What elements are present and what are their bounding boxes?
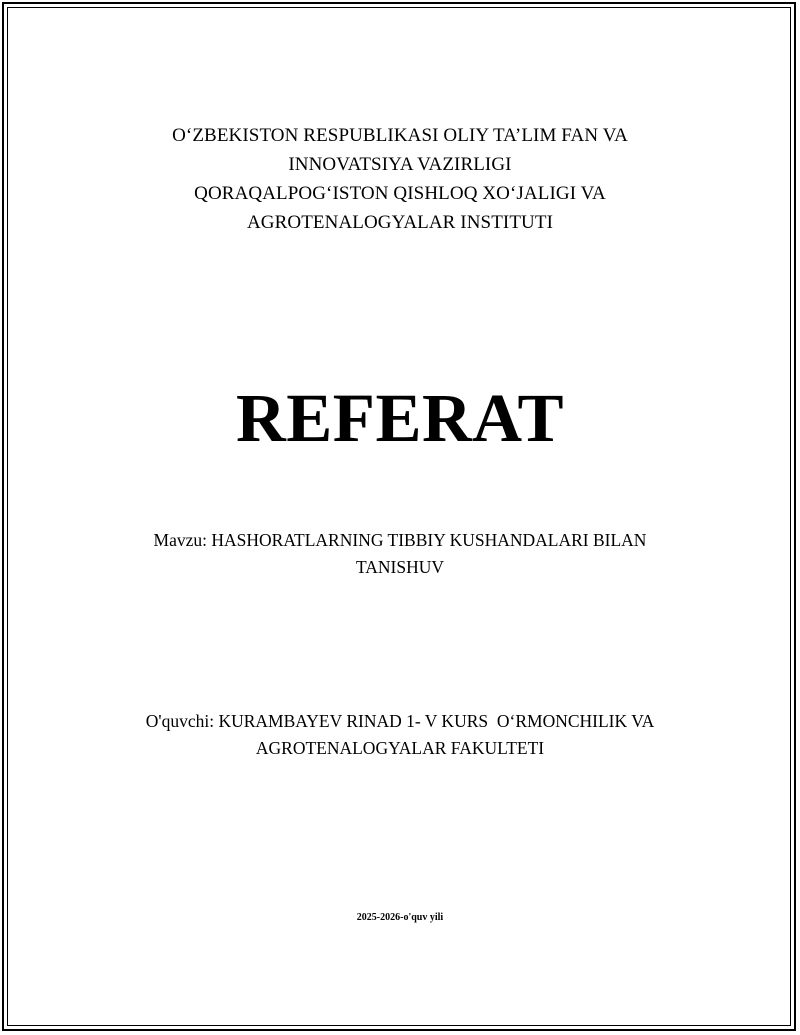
institution-line: AGROTENALOGYALAR INSTITUTI <box>246 212 554 233</box>
topic-line: TANISHUV <box>355 557 445 577</box>
institution-line: O‘ZBEKISTON RESPUBLIKASI OLIY TA’LIM FAN VA <box>172 125 628 146</box>
institution-header <box>0 121 800 237</box>
topic-line: Mavzu: HASHORATLARNING TIBBIY KUSHANDALARI BILAN <box>153 530 647 550</box>
student-line: AGROTENALOGYALAR FAKULTETI <box>255 738 545 758</box>
academic-year: 2025-2026-o'quv yili <box>356 912 444 923</box>
student-section <box>0 708 800 762</box>
institution-line: INNOVATSIYA VAZIRLIGI <box>288 154 512 175</box>
institution-line: QORAQALPOG‘ISTON QISHLOQ XO‘JALIGI VA <box>194 183 606 204</box>
topic-section <box>0 527 800 581</box>
document-title: REFERAT <box>235 380 565 456</box>
student-line: O'quvchi: KURAMBAYEV RINAD 1- V KURS O‘RMONCHILIK VA <box>145 711 655 731</box>
